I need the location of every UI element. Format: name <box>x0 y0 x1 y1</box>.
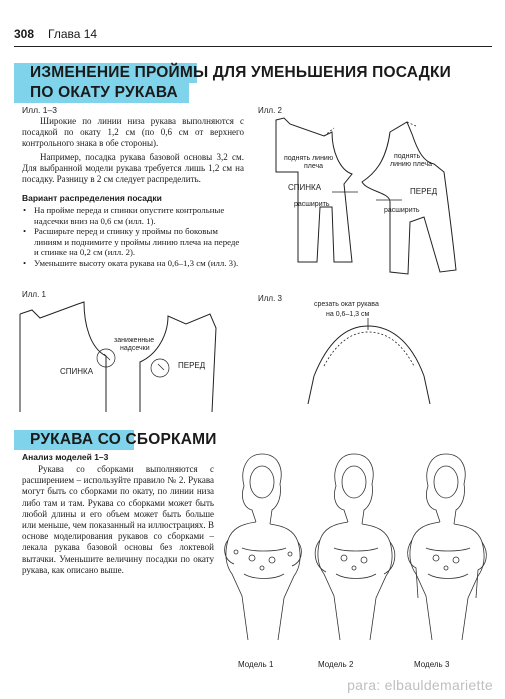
model-2-figure <box>315 454 395 640</box>
section2-title-hl: РУКАВА С <box>30 431 109 448</box>
section1-title-line1 <box>30 63 451 83</box>
section2-title-rest: О СБОРКАМИ <box>108 431 217 448</box>
ill2-raise-right-2: линию плеча <box>390 161 433 168</box>
ill1-notch-line2: надсечки <box>120 345 150 352</box>
ill2-raise-left-2: плеча <box>304 163 324 170</box>
chapter-label: Глава 14 <box>48 27 98 41</box>
section1-title-rest: Ы ДЛЯ УМЕНЬШЕНИЯ ПОСАДКИ <box>193 64 451 81</box>
model-3-figure <box>408 454 487 640</box>
variant-heading: Вариант распределения посадки <box>22 193 162 203</box>
ill3-label: Илл. 3 <box>258 294 282 303</box>
section1-title-line2: ПО ОКАТУ РУКАВА <box>30 84 178 101</box>
model-2-caption: Модель 2 <box>318 660 354 669</box>
ill1-back-outline <box>20 302 106 412</box>
ill3-sleeve-cap <box>314 326 424 376</box>
ill1-drawing <box>18 294 230 412</box>
ill3-cut-line <box>324 332 414 366</box>
ill2-label: Илл. 2 <box>258 106 282 115</box>
ill2-back-label: СПИНКА <box>288 183 322 192</box>
section2-title <box>30 430 217 450</box>
analysis-heading: Анализ моделей 1–3 <box>22 452 109 462</box>
model-1-figure <box>225 454 302 640</box>
ill2-raise-right-1: поднять <box>394 153 421 160</box>
ill3-drawing <box>300 296 440 404</box>
header-rule <box>14 46 492 47</box>
ill1-notch-line1: заниженные <box>114 337 155 344</box>
section1-title-hl: ИЗМЕНЕНИЕ ПРОЙМ <box>30 64 193 81</box>
ill2-drawing <box>262 112 494 287</box>
section2-para: Рукава со сборками выполняются с расширением – используйте правило № 2. Рукава могут быть со сборками по окату, по линии низа либо там и там. Рукава со сборками может быть любой длины и его объем может быть больше или меньше, чем показанный на иллюстрациях. В основе моделирования рукавов со сборками – лекала рукава базовой основы без локтевой вытачки. Уменьшите величину посадки по окату рукава, как описано выше. <box>22 464 214 575</box>
ill3-cut-line2: на 0,6–1,3 см <box>326 311 370 318</box>
ill1-front-label: ПЕРЕД <box>178 361 206 370</box>
ill2-expand-right: расширить <box>384 207 420 214</box>
ill3-cut-line1: срезать окат рукава <box>314 301 379 308</box>
model-3-caption: Модель 3 <box>414 660 450 669</box>
ill2-front-label: ПЕРЕД <box>410 187 438 196</box>
ill2-front-outline <box>362 122 456 274</box>
para-1: Широкие по линии низа рукава выполняются с посадкой по окату 1,2 см (по 0,6 см от верхнего контрольного знака в обе стороны). <box>22 116 244 149</box>
list-item: • На пройме переда и спинки опустите контрольные надсечки вниз на 0,6 см (илл. 1). <box>22 205 244 226</box>
models-drawing <box>222 448 494 658</box>
list-item: • Уменьшите высоту оката рукава на 0,6–1,3 см (илл. 3). <box>22 258 244 269</box>
model-1-caption: Модель 1 <box>238 660 274 669</box>
ill1-label: Илл. 1 <box>22 290 46 299</box>
para-2: Например, посадка рукава базовой основы 3,2 см. Для выбранной модели рукава требуется лишь 1,2 см на посадку. Разницу в 2 см следует распределить. <box>22 152 244 185</box>
ill2-expand-left: расширить <box>294 201 330 208</box>
ill1-back-label: СПИНКА <box>60 367 94 376</box>
ill1-notch-front-circle <box>151 359 169 377</box>
intro-label: Илл. 1–3 <box>22 105 57 115</box>
footer-watermark: para: elbauldemariette <box>347 677 493 693</box>
list-item: • Расширьте перед и спинку у проймы по боковым линиям и поднимите у проймы линию плеча на переде и спинке на 0,2 см (илл. 2). <box>22 226 244 258</box>
ill2-raise-left-1: поднять линию <box>284 155 334 162</box>
page-number: 308 <box>14 27 35 41</box>
variant-list <box>22 205 244 269</box>
